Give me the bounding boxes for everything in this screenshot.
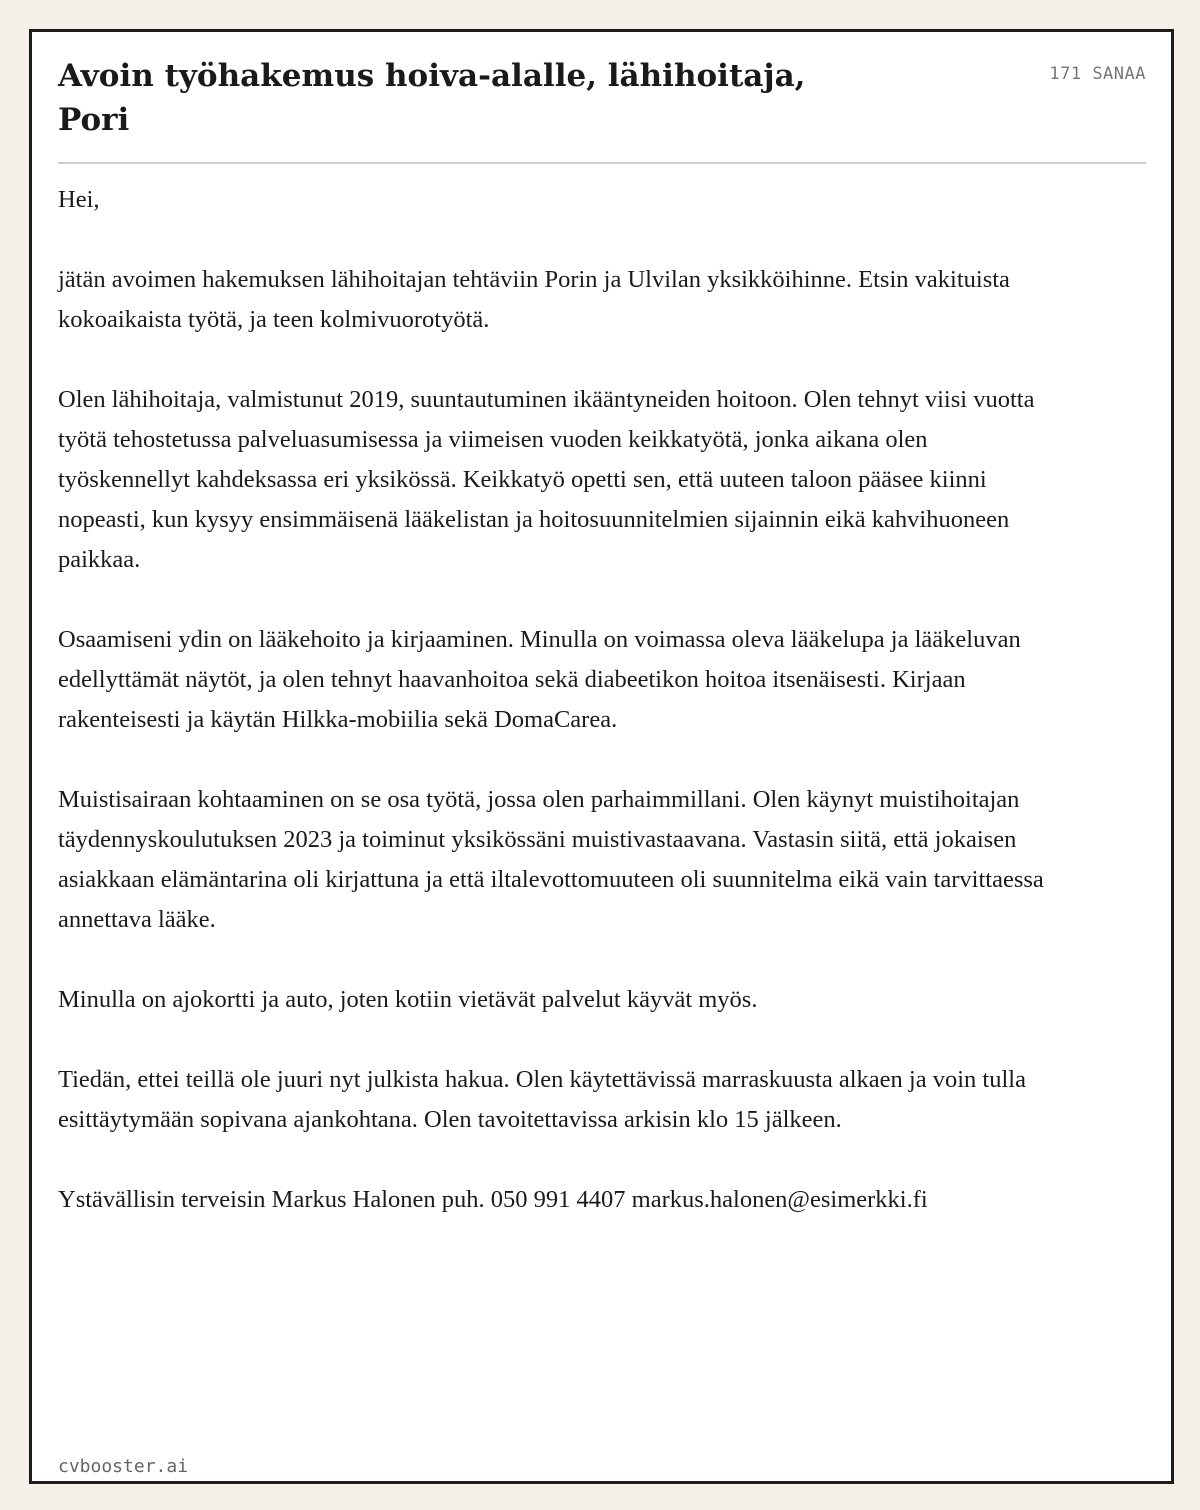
paragraph-skills: Osaamiseni ydin on lääkehoito ja kirjaaminen. Minulla on voimassa oleva lääkelupa ja lääkeluvan edellyttämät näytöt, ja olen tehnyt haavanhoitoa sekä diabeetikon hoitoa itsenäisesti. Kirjaan rakenteisesti ja käytän Hilkka-mobiilia sekä DomaCarea.: [58, 626, 1021, 733]
paragraph-intro: jätän avoimen hakemuksen lähihoitajan tehtäviin Porin ja Ulvilan yksikköihinne. Etsin vakituista kokoaikaista työtä, ja teen kolmivuorotyötä.: [58, 266, 1010, 333]
word-count-label: 171 SANAA: [1049, 64, 1146, 84]
footer-brand: cvbooster.ai: [58, 1456, 189, 1477]
paragraph-driving: Minulla on ajokortti ja auto, joten kotiin vietävät palvelut käyvät myös.: [58, 986, 758, 1013]
paragraph-availability: Tiedän, ettei teillä ole juuri nyt julkista hakua. Olen käytettävissä marraskuusta alkaen ja voin tulla esittäytymään sopivana ajankohtana. Olen tavoitettavissa arkisin klo 15 jälkeen.: [58, 1066, 1026, 1133]
letter-header: [58, 54, 1146, 164]
greeting: Hei,: [58, 186, 100, 213]
letter-title: Avoin työhakemus hoiva-alalle, lähihoitaja, Pori: [58, 58, 806, 138]
letter-card: [29, 29, 1174, 1484]
paragraph-memory-care: Muistisairaan kohtaaminen on se osa työtä, jossa olen parhaimmillani. Olen käynyt muistihoitajan täydennyskoulutuksen 2023 ja toiminut yksikössäni muistivastaavana. Vastasin siitä, että jokaisen asiakkaan elämäntarina oli kirjattuna ja että iltalevottomuuteen oli suunnitelma eikä vain tarvittaessa annettava lääke.: [58, 786, 1044, 933]
letter-body: [58, 180, 1058, 1220]
signature: Ystävällisin terveisin Markus Halonen puh. 050 991 4407 markus.halonen@esimerkki.fi: [58, 1186, 928, 1213]
paragraph-background: Olen lähihoitaja, valmistunut 2019, suuntautuminen ikääntyneiden hoitoon. Olen tehnyt viisi vuotta työtä tehostetussa palveluasumisessa ja viimeisen vuoden keikkatyötä, jonka aikana olen työskennellyt kahdeksassa eri yksikössä. Keikkatyö opetti sen, että uuteen taloon pääsee kiinni nopeasti, kun kysyy ensimmäisenä lääkelistan ja hoitosuunnitelmien sijainnin eikä kahvihuoneen paikkaa.: [58, 386, 1035, 573]
